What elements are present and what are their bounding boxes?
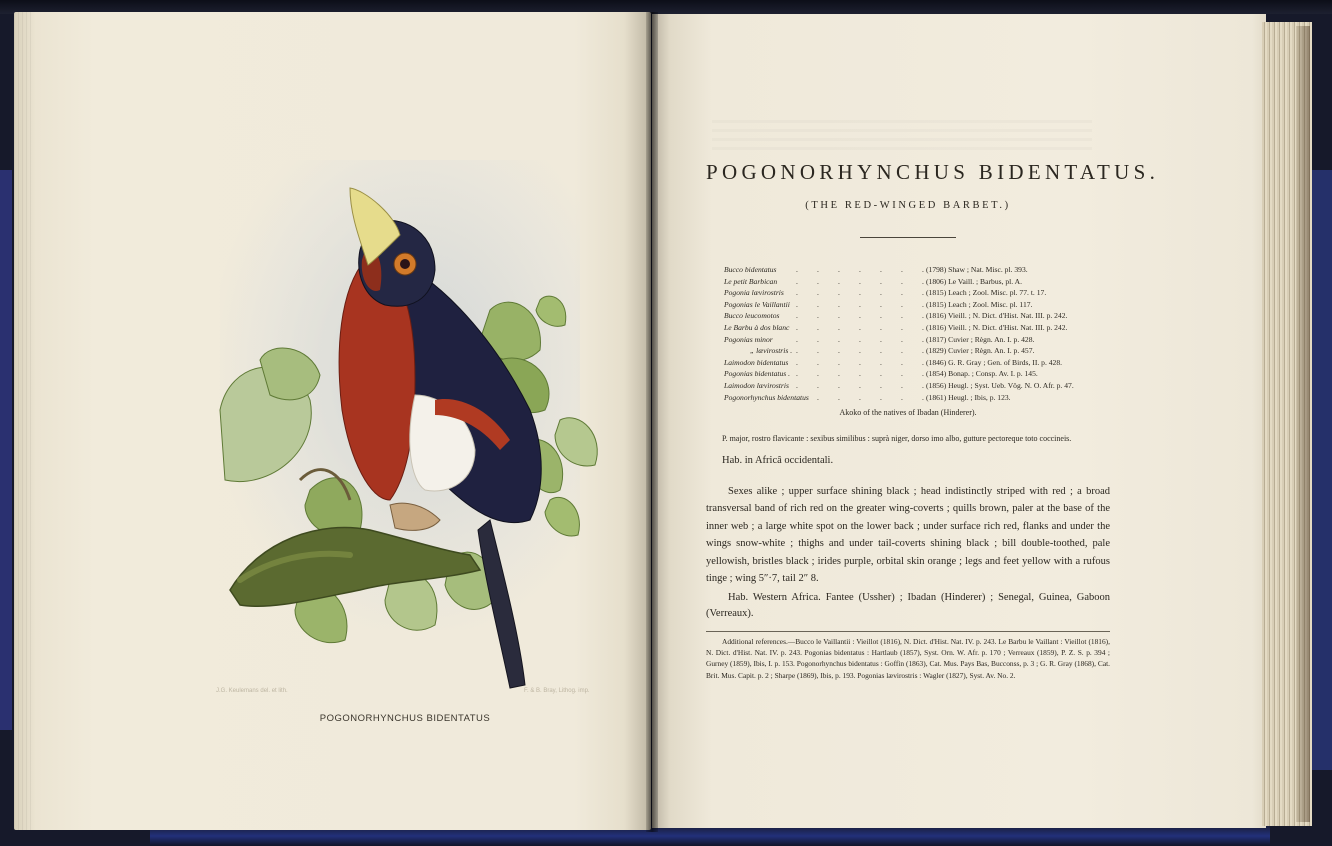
synonym-reference: (1816) Vieill. ; N. Dict. d'Hist. Nat. III. p. 242. xyxy=(926,322,1068,332)
leader-dots: . . . . . . . xyxy=(796,299,933,309)
synonym-name: „ lævirostris . xyxy=(750,346,793,356)
synonym-row xyxy=(724,322,1104,334)
synonym-name: Pogonia lævirostris xyxy=(724,288,784,298)
synonym-name: Laimodon bidentatus xyxy=(724,357,789,367)
bird-eye xyxy=(400,259,410,269)
page-title: POGONORHYNCHUS BIDENTATUS. xyxy=(706,160,1160,184)
synonym-reference: (1829) Cuvier ; Règn. An. I. p. 457. xyxy=(926,346,1035,356)
leader-dots: . . . . . . . xyxy=(796,380,933,390)
page-subtitle: (THE RED-WINGED BARBET.) xyxy=(805,200,1011,211)
additional-references: Additional references.—Bucco le Vaillantii : Vieillot (1816), N. Dict. d'Hist. Nat. IV. p. 243. Le Barbu le Vaillant : Vieillot (1816), N. Dict. d'Hist. Nat. IV. p. 243. Pogonias bidentatus : Hartlaub (1857), Syst. Orn. W. Afr. p. 170 ; Verreaux (1859), P. Z. S. p. 394 ; Gurney (1859), Ibis, I. p. 153. Pogonorhynchus bidentatus : Goffin (1863), Cat. Mus. Pays Bas, Bucconss, p. 3 ; G. R. Gray (1868), Cat. Brit. Mus. Capit. p. 2 ; Sharpe (1869), Ibis, p. 193. Pogonias lævirostris : Wagler (1827), Syst. Av. No. 2. xyxy=(706,637,1110,680)
synonym-name: Le Barbu à dos blanc xyxy=(724,322,790,332)
synonym-row xyxy=(724,334,1104,346)
synonym-name: Le petit Barbican xyxy=(724,276,778,286)
leader-dots: . . . . . . . xyxy=(796,322,933,332)
synonymy-list xyxy=(724,264,1104,403)
book-gutter xyxy=(646,12,658,832)
bird-feet xyxy=(390,503,440,530)
synonym-reference: (1806) Le Vaill. ; Barbus, pl. A. xyxy=(926,276,1023,286)
plate-credit-printer: F. & B. Bray, Lithog. imp. xyxy=(524,688,590,694)
native-name-line: Akoko of the natives of Ibadan (Hinderer). xyxy=(839,408,977,417)
synonym-row xyxy=(724,276,1104,288)
synonym-reference: (1798) Shaw ; Nat. Misc. pl. 393. xyxy=(926,265,1028,274)
synonym-reference: (1854) Bonap. ; Consp. Av. I. p. 145. xyxy=(926,369,1038,379)
synonym-name: Laimodon lævirostris xyxy=(724,380,789,390)
plate-credit-artist: J.G. Keulemans del. et lith. xyxy=(216,688,288,694)
title-divider xyxy=(860,237,956,238)
synonym-reference: (1846) G. R. Gray ; Gen. of Birds, II. p. 428. xyxy=(926,357,1063,367)
synonym-name: Pogonias le Vaillantii xyxy=(724,299,790,309)
synonym-row xyxy=(724,368,1104,380)
leader-dots: . . . . . . . xyxy=(796,392,933,402)
synonym-reference: (1815) Leach ; Zool. Misc. pl. 77. t. 17. xyxy=(926,288,1047,298)
latin-description: P. major, rostro flavicante : sexibus similibus : suprà niger, dorso imo albo, gutture pectoreque toto coccineis. xyxy=(722,434,1072,443)
synonym-name: Bucco leucomotos xyxy=(724,311,780,321)
book-cover-right xyxy=(1310,170,1332,770)
leader-dots: . . . . . . . xyxy=(796,357,933,367)
habitat-english: Hab. Western Africa. Fantee (Ussher) ; Ibadan (Hinderer) ; Senegal, Guinea, Gaboon (Verreaux). xyxy=(706,592,1110,619)
plate-caption: POGONORHYNCHUS BIDENTATUS xyxy=(319,713,491,724)
leader-dots: . . . . . . . xyxy=(796,311,933,321)
show-through-text xyxy=(712,120,1092,150)
synonym-row xyxy=(724,380,1104,392)
synonym-reference: (1815) Leach ; Zool. Misc. pl. 117. xyxy=(926,299,1033,309)
book-cover-left xyxy=(0,170,12,730)
synonym-row xyxy=(724,299,1104,311)
bird-illustration-svg xyxy=(200,160,630,700)
synonym-name: Bucco bidentatus xyxy=(724,265,777,274)
synonym-reference: (1861) Heugl. ; Ibis, p. 123. xyxy=(926,392,1011,402)
habitat-latin: Hab. in Africâ occidentali. xyxy=(722,455,834,466)
species-description: Sexes alike ; upper surface shining black ; head indistinctly striped with red ; a broad transversal band of rich red on the greater wing-coverts ; quills brown, paler at the base of the inner web ; a large white spot on the lower back ; under surface rich red, flanks and under the wings snow-white ; thighs and under tail-coverts shining black ; bill double-toothed, pale yellowish, bristles black ; irides purple, orbital skin orange ; legs and feet yellow with a rufous tinge ; wing 5″·7, tail 2″ 8. xyxy=(706,486,1110,585)
synonym-row xyxy=(724,345,1104,357)
leader-dots: . . . . . . . xyxy=(796,346,933,356)
leader-dots: . . . . . . . xyxy=(796,334,933,344)
bird-plate-illustration xyxy=(200,160,630,700)
synonym-reference: (1856) Heugl. ; Syst. Ueb. Vög. N. O. Afr. p. 47. xyxy=(926,380,1074,390)
leader-dots: . . . . . . . xyxy=(796,265,933,274)
synonym-row xyxy=(724,310,1104,322)
synonym-name: Pogonias bidentatus . xyxy=(724,369,791,379)
leader-dots: . . . . . . . xyxy=(796,276,933,286)
footnote-divider xyxy=(706,631,1110,632)
synonym-name: Pogonias minor xyxy=(724,334,773,344)
synonym-name: Pogonorhynchus bidentatus xyxy=(724,392,809,402)
left-page-edge xyxy=(14,12,34,830)
synonym-row xyxy=(724,357,1104,369)
leader-dots: . . . . . . . xyxy=(796,288,933,298)
synonym-reference: (1816) Vieill. ; N. Dict. d'Hist. Nat. III. p. 242. xyxy=(926,311,1068,321)
synonym-row xyxy=(724,264,1104,276)
leader-dots: . . . . . . . xyxy=(796,369,933,379)
synonym-reference: (1817) Cuvier ; Règn. An. I. p. 428. xyxy=(926,334,1035,344)
synonym-row xyxy=(724,392,1104,404)
synonym-row xyxy=(724,287,1104,299)
page-stack-shadow xyxy=(1296,26,1310,822)
